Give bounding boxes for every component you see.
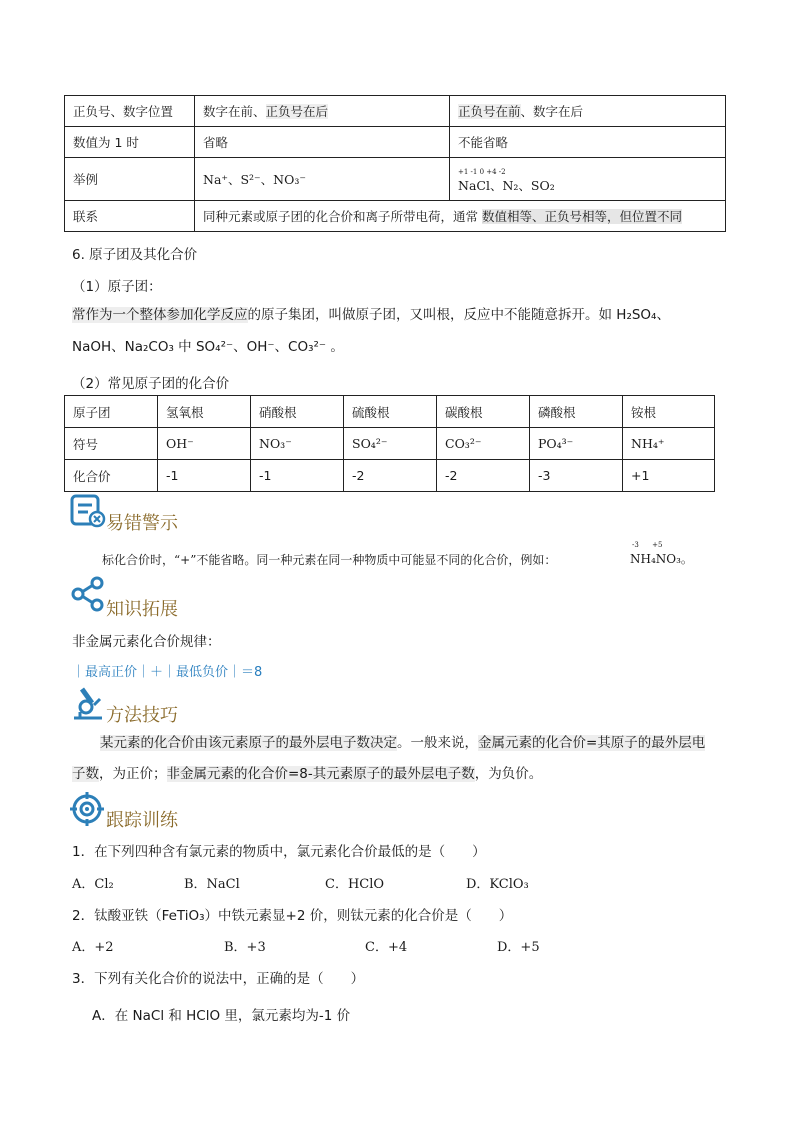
row-label: 数值为 1 时 — [65, 127, 195, 158]
expand-text: 非金属元素化合价规律： — [72, 634, 221, 650]
q2-option-a: A．+2 — [72, 940, 114, 955]
table-cell: CO₃²⁻ — [437, 428, 530, 460]
table-cell: NO₃⁻ — [251, 428, 344, 460]
q3-option-a: A．在 NaCl 和 HClO 里，氯元素均为-1 价 — [92, 1008, 351, 1024]
table-cell: -2 — [437, 460, 530, 492]
valence-marks: +1 -1 0 +4 -2 — [458, 168, 506, 176]
row-label: 举例 — [65, 158, 195, 201]
question-1: 1．在下列四种含有氯元素的物质中，氯元素化合价最低的是（ ） — [72, 844, 486, 860]
table-cell: +1 — [623, 460, 715, 492]
ion-example-cell: Na⁺、S²⁻、NO₃⁻ — [195, 158, 450, 201]
table-cell: 硫酸根 — [344, 396, 437, 428]
valence-cell: 正负号在前、数字在后 — [450, 96, 726, 127]
valence-rule: ｜最高正价｜＋｜最低负价｜＝8 — [72, 665, 263, 680]
section-title: 6. 原子团及其化合价 — [72, 247, 198, 263]
question-3: 3．下列有关化合价的说法中，正确的是（ ） — [72, 971, 365, 987]
method-paragraph-line2: 子数，为正价；非金属元素的化合价=8-其元素原子的最外层电子数，为负价。 — [72, 766, 543, 782]
table-cell: 原子团 — [65, 396, 158, 428]
q1-option-b: B．NaCl — [184, 877, 240, 892]
table-row — [65, 396, 715, 428]
warning-heading: 易错警示 — [106, 513, 178, 534]
table-cell: 磷酸根 — [530, 396, 623, 428]
q1-option-c: C．HClO — [325, 877, 385, 892]
ion-cell: 数字在前、正负号在后 — [195, 96, 450, 127]
ion-cell: 省略 — [195, 127, 450, 158]
table-cell: 氢氧根 — [158, 396, 251, 428]
valence-example-cell — [450, 158, 726, 201]
share-icon — [70, 576, 106, 616]
atom-group-valence-table — [64, 395, 715, 492]
table-row — [65, 460, 715, 492]
method-heading: 方法技巧 — [106, 705, 178, 726]
subsection-title: （1）原子团： — [72, 279, 162, 295]
q1-option-a: A．Cl₂ — [72, 877, 114, 892]
table-cell: PO₄³⁻ — [530, 428, 623, 460]
question-2: 2．钛酸亚铁（FeTiO₃）中铁元素显+2 价，则钛元素的化合价是（ ） — [72, 908, 513, 924]
atom-group-paragraph-line2: NaOH、Na₂CO₃ 中 SO₄²⁻、OH⁻、CO₃²⁻ 。 — [72, 339, 344, 355]
table-row — [65, 428, 715, 460]
warning-valence-marks: -3 +5 — [632, 541, 663, 549]
q2-option-c: C．+4 — [365, 940, 408, 955]
valence-vs-ion-table — [64, 95, 726, 232]
table-cell: 符号 — [65, 428, 158, 460]
row-label: 正负号、数字位置 — [65, 96, 195, 127]
q2-option-d: D．+5 — [497, 940, 540, 955]
target-icon — [70, 792, 104, 830]
method-paragraph: 某元素的化合价由该元素原子的最外层电子数决定。一般来说，金属元素的化合价=其原子的最外层电 — [100, 735, 706, 751]
practice-heading: 跟踪训练 — [106, 810, 178, 831]
expand-heading: 知识拓展 — [106, 599, 178, 620]
table-cell: SO₄²⁻ — [344, 428, 437, 460]
q1-option-d: D．KClO₃ — [466, 877, 529, 892]
table-cell: -1 — [158, 460, 251, 492]
row-label: 联系 — [65, 201, 195, 232]
warning-text: 标化合价时，“+”不能省略。同一种元素在同一种物质中可能显不同的化合价，例如： — [102, 553, 557, 567]
table-cell: 化合价 — [65, 460, 158, 492]
valence-example: NaCl、N₂、SO₂ — [458, 178, 555, 193]
valence-cell: 不能省略 — [450, 127, 726, 158]
q2-option-b: B．+3 — [224, 940, 266, 955]
relation-cell: 同种元素或原子团的化合价和离子所带电荷，通常 数值相等、正负号相等，但位置不同 — [195, 201, 726, 232]
table-cell: -2 — [344, 460, 437, 492]
atom-group-paragraph: 常作为一个整体参加化学反应的原子集团，叫做原子团，又叫根，反应中不能随意拆开。如 H₂SO₄、 — [72, 307, 670, 323]
table-cell: NH₄⁺ — [623, 428, 715, 460]
table-cell: 碳酸根 — [437, 396, 530, 428]
subsection-title: （2）常见原子团的化合价 — [72, 376, 230, 392]
table-cell: -3 — [530, 460, 623, 492]
table-cell: OH⁻ — [158, 428, 251, 460]
table-cell: -1 — [251, 460, 344, 492]
table-cell: 铵根 — [623, 396, 715, 428]
warning-formula: NH₄NO₃。 — [630, 552, 693, 566]
table-cell: 硝酸根 — [251, 396, 344, 428]
microscope-icon — [70, 685, 106, 725]
warning-icon — [70, 494, 106, 532]
